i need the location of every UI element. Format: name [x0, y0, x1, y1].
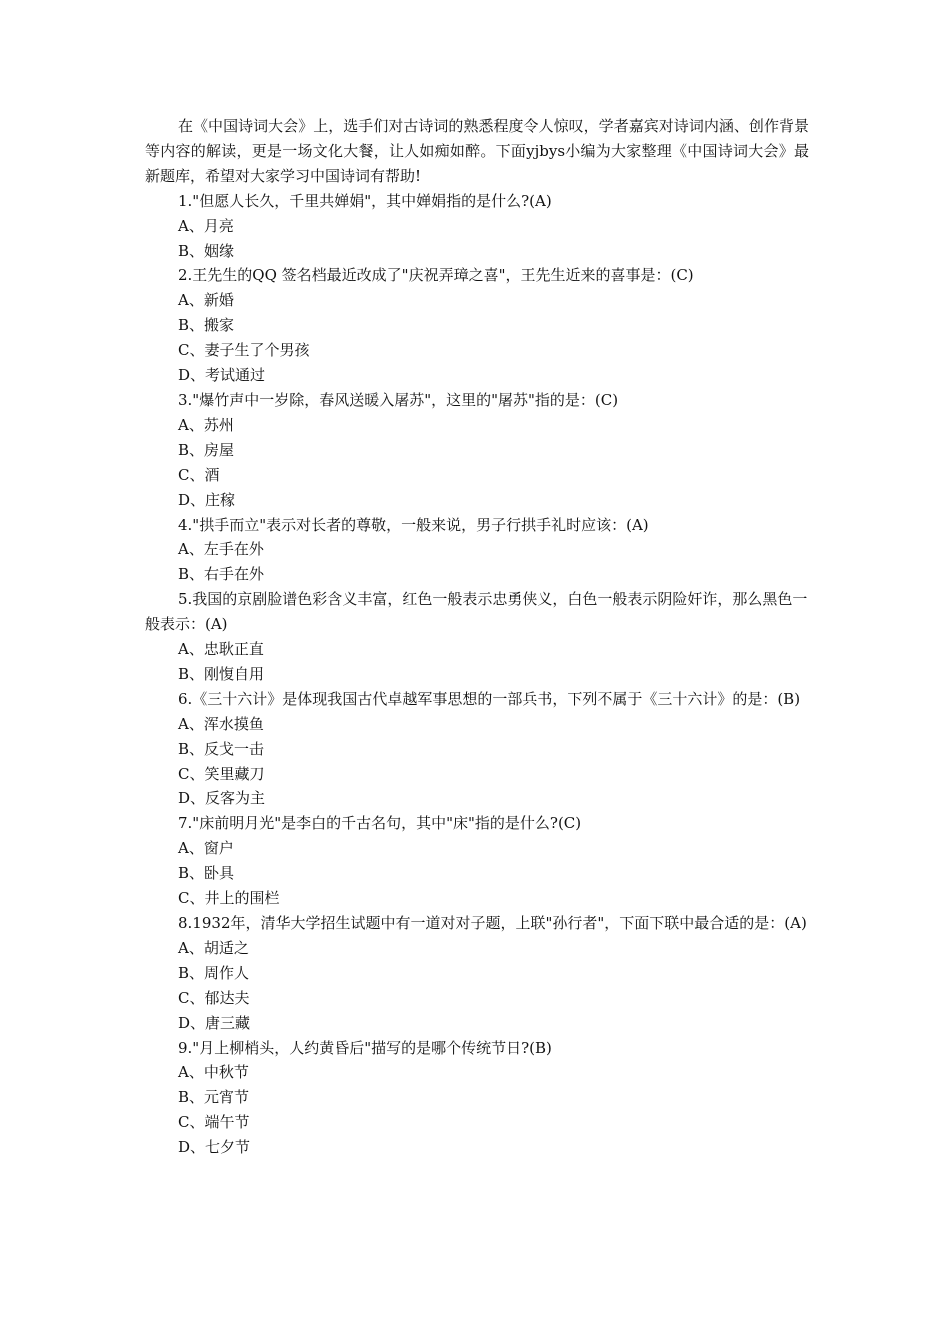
intro-paragraph: 在《中国诗词大会》上，选手们对古诗词的熟悉程度令人惊叹，学者嘉宾对诗词内涵、创作背景等内容的解读，更是一场文化大餐，让人如痴如醉。下面yjbys小编为大家整理《中国诗词大会》最新题库，希望对大家学习中国诗词有帮助!: [145, 117, 809, 185]
question-text: 3."爆竹声中一岁除，春风送暖入屠苏"，这里的"屠苏"指的是：(C): [178, 390, 619, 409]
question-2: [145, 263, 809, 388]
option: A、左手在外: [178, 540, 264, 559]
question-text: 8.1932年，清华大学招生试题中有一道对对子题，上联"孙行者"，下面下联中最合适的是：(A): [178, 914, 807, 932]
question-text: 4."拱手而立"表示对长者的尊敬，一般来说，男子行拱手礼时应该：(A): [178, 515, 649, 534]
option: C、妻子生了个男孩: [178, 341, 310, 360]
option: C、酒: [178, 465, 220, 484]
option: B、周作人: [178, 963, 250, 982]
option: D、唐三藏: [178, 1013, 251, 1032]
option: B、反戈一击: [178, 739, 265, 758]
option: A、忠耿正直: [178, 640, 264, 659]
question-text: 2.王先生的QQ 签名档最近改成了"庆祝弄璋之喜"，王先生近来的喜事是：(C): [178, 266, 694, 285]
option: B、搬家: [178, 316, 235, 335]
option: D、七夕节: [178, 1138, 251, 1157]
question-7: [145, 811, 809, 911]
question-8: [145, 911, 809, 1036]
option: A、月亮: [178, 216, 234, 235]
question-text: 1."但愿人长久，千里共婵娟"，其中婵娟指的是什么?(A): [178, 191, 552, 210]
question-4: [145, 513, 809, 588]
option: C、端午节: [178, 1113, 250, 1132]
question-text: 7."床前明月光"是李白的千古名句，其中"床"指的是什么?(C): [178, 814, 582, 833]
option: B、房屋: [178, 440, 235, 459]
option: B、右手在外: [178, 565, 265, 584]
question-text: 6.《三十六计》是体现我国古代卓越军事思想的一部兵书，下列不属于《三十六计》的是：(B): [178, 689, 801, 708]
option: C、郁达夫: [178, 988, 250, 1007]
question-6: [145, 687, 809, 812]
option: B、姻缘: [178, 241, 235, 260]
option: A、新婚: [178, 291, 234, 310]
option: A、胡适之: [178, 938, 249, 957]
option: D、庄稼: [178, 490, 236, 509]
question-text: 9."月上柳梢头，人约黄昏后"描写的是哪个传统节日?(B): [178, 1038, 552, 1057]
question-5: [145, 587, 809, 687]
question-3: [145, 388, 809, 513]
option: C、笑里藏刀: [178, 764, 265, 783]
question-1: [145, 189, 809, 264]
option: D、反客为主: [178, 789, 266, 808]
option: A、中秋节: [178, 1063, 249, 1082]
document-page: [145, 114, 809, 1160]
option: A、浑水摸鱼: [178, 714, 264, 733]
option: A、苏州: [178, 415, 234, 434]
question-9: [145, 1036, 809, 1161]
question-text: 5.我国的京剧脸谱色彩含义丰富，红色一般表示忠勇侠义，白色一般表示阴险奸诈，那么黑色一般表示：(A): [145, 590, 808, 634]
option: B、元宵节: [178, 1088, 250, 1107]
option: B、刚愎自用: [178, 664, 265, 683]
option: D、考试通过: [178, 366, 266, 385]
option: A、窗户: [178, 839, 234, 858]
option: B、卧具: [178, 864, 235, 883]
option: C、井上的围栏: [178, 889, 280, 908]
